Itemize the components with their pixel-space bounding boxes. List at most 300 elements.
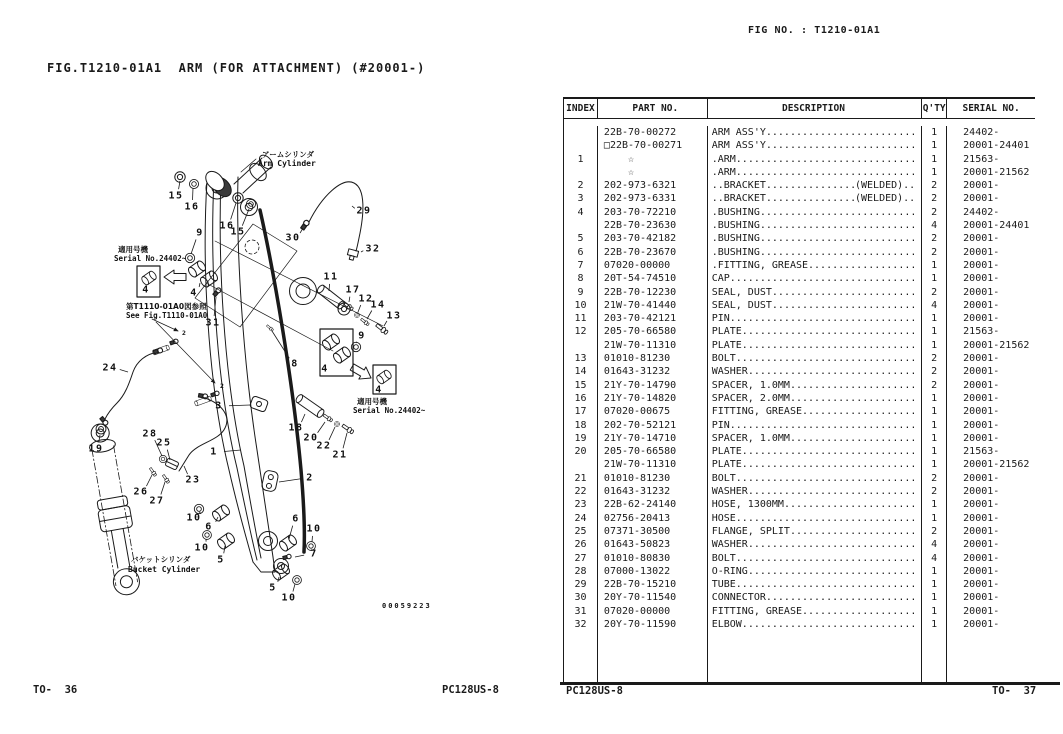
cell-part-no: 01010-81230	[598, 472, 708, 485]
cell-serial-no: 20001-	[963, 392, 1000, 404]
cell-index: 5	[564, 232, 598, 245]
table-row	[564, 392, 1035, 405]
cell-part-no: 21W-70-11310	[598, 339, 708, 352]
dot-leader	[802, 405, 915, 418]
callout-16: 16	[184, 201, 200, 213]
callout-2: 2	[182, 329, 186, 337]
callout-leader-20	[318, 422, 325, 433]
left-page-number: TO- 36	[33, 684, 78, 696]
cell-serial-no: 20001-	[963, 379, 1000, 391]
cell-index: 8	[564, 272, 598, 285]
cell-index: 11	[564, 312, 598, 325]
cell-qty: 2	[922, 485, 947, 498]
callout-10: 10	[281, 592, 297, 604]
callout-7: 7	[310, 548, 318, 560]
callout-6: 6	[205, 521, 213, 533]
cell-serial-no: 20001-	[963, 180, 1000, 192]
table-header-row	[564, 99, 1035, 119]
cell-description: HOSE .....	[708, 512, 923, 525]
dot-leader	[766, 192, 855, 205]
callout-5: 5	[217, 554, 225, 566]
cell-qty: 1	[922, 445, 947, 458]
cell-index: 1	[564, 153, 598, 166]
cell-serial-no: 20001-	[963, 193, 1000, 205]
cell-qty: 2	[922, 379, 947, 392]
cell-qty: 1	[922, 166, 947, 179]
cell-index: 23	[564, 498, 598, 511]
cell-description: .BUSHING .....	[708, 232, 923, 245]
dot-leader	[748, 538, 915, 551]
cell-description: BOLT .....	[708, 352, 923, 365]
cell-description: BOLT .....	[708, 552, 923, 565]
dot-leader	[736, 153, 915, 166]
hose-24-art	[99, 347, 163, 426]
cell-part-no: 21Y-70-14790	[598, 379, 708, 392]
table-row	[564, 206, 1035, 219]
cell-part-no: 21W-70-11310	[598, 458, 708, 471]
cell-description: WASHER .....	[708, 485, 923, 498]
cell-serial-no: 20001-	[963, 432, 1000, 444]
callout-leader-9	[191, 239, 196, 254]
cell-serial-no: 21563-	[963, 446, 1000, 458]
callout-leader-29	[352, 206, 355, 208]
cell-description: ARM ASS'Y .....	[708, 126, 923, 139]
callout-23: 23	[185, 474, 201, 486]
right-page-footer-rule	[560, 682, 1060, 685]
table-row	[564, 552, 1035, 565]
cell-qty: 1	[922, 339, 947, 352]
table-row	[564, 192, 1035, 205]
cell-qty: 1	[922, 618, 947, 631]
callout-8: 8	[291, 358, 299, 370]
table-row	[564, 352, 1035, 365]
table-row	[564, 605, 1035, 618]
callout-22: 22	[316, 440, 332, 452]
callout-leader-19	[99, 435, 100, 442]
callout-leader-27	[161, 482, 165, 495]
cell-part-no: 01010-80830	[598, 552, 708, 565]
cell-index: 14	[564, 365, 598, 378]
dot-leader	[766, 139, 915, 152]
cell-part-no: 07020-00000	[598, 259, 708, 272]
table-row	[564, 286, 1035, 299]
cell-part-no: 203-70-42182	[598, 232, 708, 245]
cell-qty: 4	[922, 299, 947, 312]
callout-4: 4	[321, 363, 329, 375]
cell-qty: 2	[922, 365, 947, 378]
bucket-cylinder-label-jp: バケットシリンダ	[131, 555, 191, 564]
callout-13: 13	[386, 310, 402, 322]
cell-description: .ARM .....	[708, 166, 923, 179]
cell-serial-no: 24402-	[963, 127, 1000, 138]
header-part-no: PART NO.	[598, 99, 708, 118]
cell-index: 31	[564, 605, 598, 618]
cell-index: 15	[564, 379, 598, 392]
cell-qty: 2	[922, 286, 947, 299]
fig-number-header: FIG NO. : T1210-01A1	[748, 25, 881, 36]
cell-serial-no: 20001-	[963, 406, 1000, 418]
cell-description: ..BRACKET ..... (WELDED)..	[708, 192, 923, 205]
callout-30: 30	[285, 232, 301, 244]
cell-serial-no: 20001-	[963, 299, 1000, 311]
cell-serial-no: 20001-	[963, 419, 1000, 431]
table-row	[564, 379, 1035, 392]
table-row	[564, 565, 1035, 578]
callout-4: 4	[142, 284, 150, 296]
callout-6: 6	[292, 513, 300, 525]
cell-serial-no: 20001-	[963, 472, 1000, 484]
cell-description: PLATE .....	[708, 445, 923, 458]
callout-leader-9	[356, 342, 357, 343]
callout-9: 9	[196, 227, 204, 239]
callout-leader-10	[293, 584, 295, 592]
dot-leader	[790, 525, 915, 538]
callout-2: 2	[220, 382, 224, 390]
cell-part-no: ☆	[598, 166, 708, 179]
dot-leader	[760, 232, 915, 245]
callout-25: 25	[156, 437, 172, 449]
cell-serial-no: 20001-24401	[963, 140, 1030, 152]
cell-qty: 1	[922, 605, 947, 618]
table-row	[564, 538, 1035, 551]
table-row	[564, 419, 1035, 432]
cell-description: FLANGE, SPLIT .....	[708, 525, 923, 538]
table-row	[564, 618, 1035, 631]
cell-description: CAP .....	[708, 272, 923, 285]
cell-serial-no: 20001-	[963, 539, 1000, 551]
callout-14: 14	[370, 299, 386, 311]
cell-part-no: 07020-00000	[598, 605, 708, 618]
dot-leader	[736, 352, 915, 365]
cell-serial-no: 20001-	[963, 246, 1000, 258]
cell-index: 25	[564, 525, 598, 538]
cell-index	[564, 219, 598, 232]
cell-description: .BUSHING .....	[708, 206, 923, 219]
table-row	[564, 299, 1035, 312]
table-row	[564, 578, 1035, 591]
cell-index: 12	[564, 325, 598, 338]
callout-leader-18	[301, 414, 305, 422]
hose-29-art	[300, 182, 363, 261]
cell-qty: 2	[922, 206, 947, 219]
callout-leader-32	[361, 251, 363, 252]
callout-leader-4	[199, 283, 200, 287]
dot-leader	[772, 299, 915, 312]
cell-qty: 2	[922, 192, 947, 205]
callout-2: 2	[306, 472, 314, 484]
table-filler-row	[564, 631, 1035, 683]
table-row	[564, 339, 1035, 352]
callout-15: 15	[168, 190, 184, 202]
dot-leader	[748, 565, 915, 578]
cell-part-no: 21Y-70-14820	[598, 392, 708, 405]
cell-serial-no: 20001-	[963, 313, 1000, 325]
callout-leader-17	[349, 297, 350, 302]
cell-qty: 1	[922, 153, 947, 166]
callout-leader-2	[279, 479, 300, 482]
cell-description: .BUSHING .....	[708, 246, 923, 259]
cell-part-no: 21Y-70-14710	[598, 432, 708, 445]
cell-part-no: 205-70-66580	[598, 325, 708, 338]
dot-leader	[790, 379, 915, 392]
cell-part-no: 22B-70-23630	[598, 219, 708, 232]
cell-description: HOSE, 1300MM .....	[708, 498, 923, 511]
cell-description: FITTING, GREASE .....	[708, 405, 923, 418]
cell-part-no: 01010-81230	[598, 352, 708, 365]
dot-leader	[742, 458, 915, 471]
cell-part-no: 20Y-70-11540	[598, 591, 708, 604]
dot-leader	[742, 339, 915, 352]
cell-serial-no: 20001-	[963, 259, 1000, 271]
bucket-cylinder-label-en: Bucket Cylinder	[128, 565, 201, 574]
callout-leader-12	[358, 305, 361, 312]
callout-27: 27	[149, 495, 165, 507]
cell-part-no: 22B-70-15210	[598, 578, 708, 591]
cell-index: 26	[564, 538, 598, 551]
callout-21: 21	[332, 449, 348, 461]
callout-4: 4	[375, 384, 383, 396]
cell-description: WASHER .....	[708, 365, 923, 378]
callout-3: 3	[215, 400, 223, 412]
callout-17: 17	[345, 284, 361, 296]
callout-10: 10	[194, 542, 210, 554]
cell-index: 6	[564, 246, 598, 259]
cell-qty: 1	[922, 432, 947, 445]
cell-part-no: 01643-31232	[598, 485, 708, 498]
callout-24: 24	[102, 362, 118, 374]
cell-serial-no: 20001-21562	[963, 459, 1030, 471]
cell-qty: 2	[922, 352, 947, 365]
callout-leader-24	[120, 370, 128, 372]
cell-part-no: ☆	[598, 153, 708, 166]
cell-part-no: 02756-20413	[598, 512, 708, 525]
see-fig-note-en: See Fig.T1110-01A0	[126, 311, 208, 320]
right-page-number: TO- 37	[992, 685, 1037, 697]
cell-description: SPACER, 1.0MM .....	[708, 432, 923, 445]
cell-part-no: 202-973-6331	[598, 192, 708, 205]
cell-description: SEAL, DUST .....	[708, 299, 923, 312]
cell-serial-no: 20001-21562	[963, 339, 1030, 351]
table-row	[564, 246, 1035, 259]
table-row	[564, 153, 1035, 166]
cell-index: 27	[564, 552, 598, 565]
cell-description: .BUSHING .....	[708, 219, 923, 232]
table-row	[564, 325, 1035, 338]
cell-qty: 2	[922, 472, 947, 485]
cell-qty: 2	[922, 179, 947, 192]
cell-qty: 2	[922, 525, 947, 538]
dot-leader	[736, 166, 915, 179]
cell-qty: 2	[922, 232, 947, 245]
callout-11: 11	[323, 271, 339, 283]
dot-leader	[766, 126, 915, 139]
cell-index	[564, 139, 598, 152]
cell-part-no: 203-70-42121	[598, 312, 708, 325]
parts-table	[563, 97, 1035, 683]
table-row	[564, 485, 1035, 498]
cell-qty: 4	[922, 538, 947, 551]
callout-28: 28	[142, 428, 158, 440]
right-page-model: PC128US-8	[566, 685, 623, 697]
dot-leader	[808, 259, 915, 272]
cell-index: 32	[564, 618, 598, 631]
table-row	[564, 525, 1035, 538]
cell-description: ..BRACKET ..... (WELDED)..	[708, 179, 923, 192]
dot-leader	[742, 445, 915, 458]
cell-part-no: 21W-70-41440	[598, 299, 708, 312]
cell-index: 20	[564, 445, 598, 458]
callout-12: 12	[358, 293, 374, 305]
table-row	[564, 591, 1035, 604]
serial-note-right-en: Serial No.24402~	[353, 406, 426, 415]
cell-serial-no: 20001-	[963, 592, 1000, 604]
serial-note-left-jp: 適用号機	[118, 245, 148, 254]
table-row	[564, 445, 1035, 458]
cell-qty: 2	[922, 246, 947, 259]
cell-part-no: 205-70-66580	[598, 445, 708, 458]
cell-index: 19	[564, 432, 598, 445]
callout-29: 29	[356, 205, 372, 217]
table-row	[564, 432, 1035, 445]
cell-index: 4	[564, 206, 598, 219]
callout-31: 31	[205, 317, 221, 329]
callout-leader-13	[384, 321, 387, 326]
cell-index: 30	[564, 591, 598, 604]
cell-serial-no: 24402-	[963, 206, 1000, 218]
table-row	[564, 498, 1035, 511]
table-row	[564, 472, 1035, 485]
cell-qty: 1	[922, 512, 947, 525]
callout-16: 16	[219, 220, 235, 232]
cell-description: PIN .....	[708, 419, 923, 432]
see-fig-note-jp: 第T1110-01A0図参照	[126, 302, 207, 311]
dot-leader	[760, 206, 915, 219]
table-row	[564, 219, 1035, 232]
callout-10: 10	[306, 523, 322, 535]
dot-leader	[742, 325, 915, 338]
arm-cylinder-label-jp: アームシリンダ	[262, 150, 314, 159]
dot-leader	[736, 512, 915, 525]
cell-qty: 1	[922, 498, 947, 511]
callout-leader-26	[146, 475, 152, 486]
cell-part-no: 22B-62-24140	[598, 498, 708, 511]
dot-leader	[736, 472, 915, 485]
cell-index: 16	[564, 392, 598, 405]
cell-serial-no: 20001-	[963, 618, 1000, 630]
cell-serial-no: 20001-	[963, 605, 1000, 617]
callout-9: 9	[358, 330, 366, 342]
cell-serial-no: 20001-21562	[963, 166, 1030, 178]
callout-leader-7	[295, 555, 304, 557]
callout-4: 4	[190, 287, 198, 299]
table-row	[564, 312, 1035, 325]
serial-note-right-jp: 適用号機	[357, 397, 387, 406]
table-row	[564, 259, 1035, 272]
dot-leader	[790, 392, 915, 405]
cell-index	[564, 166, 598, 179]
cell-part-no: 01643-50823	[598, 538, 708, 551]
cell-index: 24	[564, 512, 598, 525]
dot-leader	[760, 219, 915, 232]
cell-part-no: 202-973-6321	[598, 179, 708, 192]
cell-serial-no: 21563-	[963, 326, 1000, 338]
table-row	[564, 458, 1035, 471]
cell-part-no: 20T-54-74510	[598, 272, 708, 285]
dot-leader	[766, 591, 915, 604]
cell-serial-no: 21563-	[963, 153, 1000, 165]
cell-serial-no: 20001-	[963, 552, 1000, 564]
dot-leader	[760, 246, 915, 259]
cell-qty: 1	[922, 312, 947, 325]
cell-description: O-RING .....	[708, 565, 923, 578]
cell-qty: 1	[922, 591, 947, 604]
cell-description: .FITTING, GREASE .....	[708, 259, 923, 272]
cell-qty: 1	[922, 578, 947, 591]
cell-description: .ARM .....	[708, 153, 923, 166]
cell-qty: 1	[922, 405, 947, 418]
cell-index: 21	[564, 472, 598, 485]
cell-part-no: 203-70-72210	[598, 206, 708, 219]
arm-cylinder-label-en: Arm Cylinder	[258, 159, 316, 168]
cell-serial-no: 20001-	[963, 525, 1000, 537]
header-index: INDEX	[564, 99, 598, 118]
cell-description: ELBOW .....	[708, 618, 923, 631]
cell-qty: 1	[922, 126, 947, 139]
page-title: FIG.T1210-01A1 ARM (FOR ATTACHMENT) (#20001-)	[47, 61, 426, 75]
callout-15: 15	[230, 226, 246, 238]
table-row	[564, 405, 1035, 418]
cell-qty: 1	[922, 259, 947, 272]
cell-description: TUBE .....	[708, 578, 923, 591]
header-description: DESCRIPTION	[708, 99, 923, 118]
cell-qty: 1	[922, 419, 947, 432]
dot-leader	[730, 272, 915, 285]
callout-leader-21	[343, 433, 347, 448]
table-row	[564, 139, 1035, 152]
cell-part-no: □22B-70-00271	[598, 139, 708, 152]
dot-leader	[736, 552, 915, 565]
cell-description: PLATE .....	[708, 325, 923, 338]
table-row	[564, 126, 1035, 139]
cell-serial-no: 20001-	[963, 499, 1000, 511]
cell-part-no: 01643-31232	[598, 365, 708, 378]
dot-leader	[766, 179, 855, 192]
drawing-number: 00059223	[382, 602, 432, 610]
callout-leader-23	[184, 466, 188, 474]
cell-index: 18	[564, 419, 598, 432]
cell-serial-no: 20001-	[963, 353, 1000, 365]
cell-description: PIN .....	[708, 312, 923, 325]
callout-10: 10	[186, 512, 202, 524]
dot-leader	[748, 365, 915, 378]
dot-leader	[730, 312, 915, 325]
cell-index: 7	[564, 259, 598, 272]
callout-leader-16	[231, 203, 236, 219]
cell-part-no: 07020-00675	[598, 405, 708, 418]
callout-leader-15	[242, 209, 249, 226]
cell-qty: 1	[922, 392, 947, 405]
cell-qty: 1	[922, 272, 947, 285]
callout-leader-5	[224, 546, 225, 553]
cell-qty: 1	[922, 139, 947, 152]
callout-5: 5	[269, 582, 277, 594]
cell-part-no: 202-70-52121	[598, 419, 708, 432]
cell-part-no: 22B-70-12230	[598, 286, 708, 299]
dot-leader	[772, 286, 915, 299]
cell-description: CONNECTOR .....	[708, 591, 923, 604]
cell-serial-no: 20001-	[963, 512, 1000, 524]
cell-index: 9	[564, 286, 598, 299]
